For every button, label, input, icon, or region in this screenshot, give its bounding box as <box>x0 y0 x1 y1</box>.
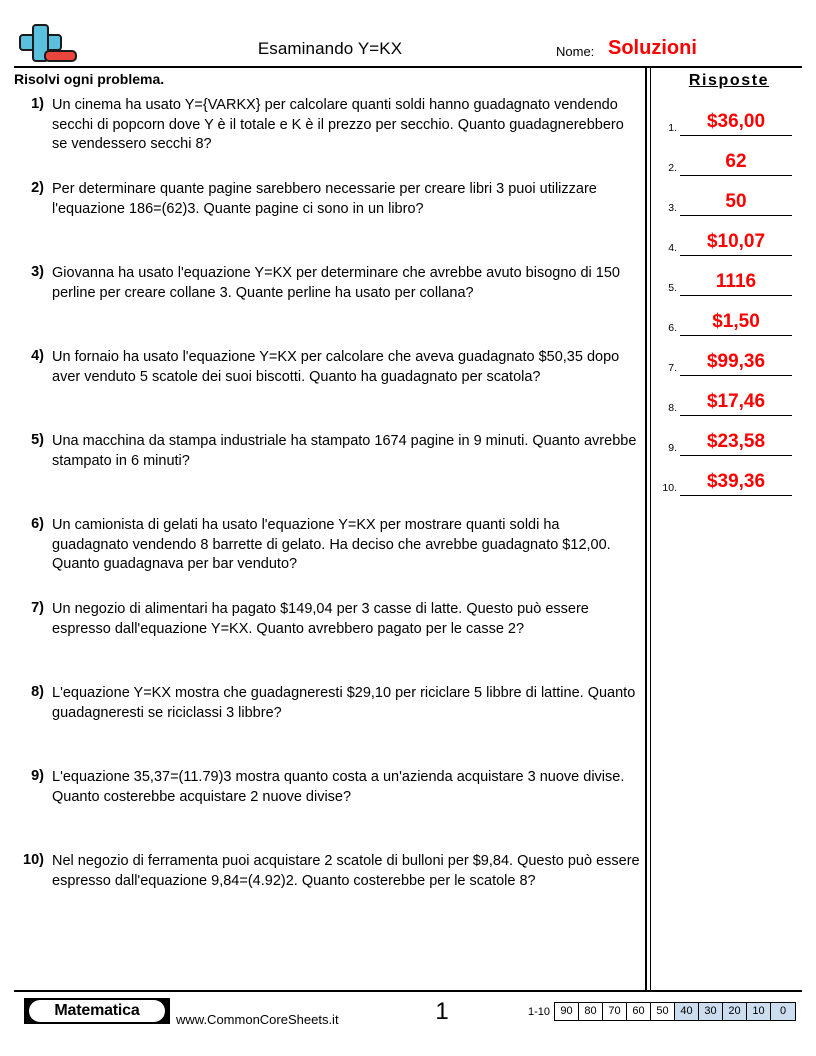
column-divider-outer <box>645 66 647 990</box>
answer-value: 62 <box>725 151 747 172</box>
problem-text: L'equazione Y=KX mostra che guadagneresti $29,10 per riciclare 5 libbre di lattine. Quanto guadagneresti se riciclassi 3 libbre? <box>52 685 636 721</box>
problem-number: 5) <box>31 432 44 448</box>
answer-number: 9. <box>668 442 677 454</box>
answer-row <box>655 176 803 216</box>
answer-rows <box>655 96 803 496</box>
problem-item <box>14 516 640 578</box>
score-cell: 40 <box>675 1003 699 1020</box>
score-cell: 30 <box>699 1003 723 1020</box>
answer-row <box>655 296 803 336</box>
plus-block-icon <box>14 24 82 66</box>
score-cell: 90 <box>555 1003 579 1020</box>
score-cell: 10 <box>747 1003 771 1020</box>
answer-number: 1. <box>668 122 677 134</box>
answer-number: 5. <box>668 282 677 294</box>
problem-text: Un fornaio ha usato l'equazione Y=KX per calcolare che aveva guadagnato $50,35 dopo aver venduto 5 scatole dei suoi biscotti. Quanto ha guadagnato per scatola? <box>52 349 620 385</box>
answer-number: 6. <box>668 322 677 334</box>
score-cell: 70 <box>603 1003 627 1020</box>
answer-number: 10. <box>662 482 677 494</box>
answer-number: 3. <box>668 202 677 214</box>
problem-number: 7) <box>31 600 44 616</box>
page-number: 1 <box>435 998 449 1025</box>
answer-key-column <box>655 68 803 496</box>
name-value: Soluzioni <box>608 37 697 59</box>
score-cell: 20 <box>723 1003 747 1020</box>
answer-value: $99,36 <box>706 351 766 372</box>
answer-number: 8. <box>668 402 677 414</box>
answer-value: $10,07 <box>706 231 766 252</box>
column-divider-inner <box>650 66 651 990</box>
problem-item <box>14 264 640 326</box>
problem-text: Un negozio di alimentari ha pagato $149,04 per 3 casse di latte. Questo può essere espresso dall'equazione Y=KX. Quanto avrebbero pagato per le casse 2? <box>52 601 589 637</box>
problem-text: L'equazione 35,37=(11.79)3 mostra quanto costa a un'azienda acquistare 3 nuove divise. Quanto costerebbe acquistare 2 nuove divise? <box>52 769 625 805</box>
answer-value: 50 <box>725 191 747 212</box>
problem-item <box>14 852 640 914</box>
page-title: Esaminando Y=KX <box>257 39 403 58</box>
problem-number: 1) <box>31 96 44 112</box>
answer-row <box>655 96 803 136</box>
answer-row <box>655 256 803 296</box>
answer-row <box>655 456 803 496</box>
problem-number: 9) <box>31 768 44 784</box>
answer-row <box>655 336 803 376</box>
answer-row <box>655 136 803 176</box>
score-range-label: 1-10 <box>528 1005 551 1018</box>
problem-item <box>14 768 640 830</box>
problem-item <box>14 180 640 242</box>
problem-text: Nel negozio di ferramenta puoi acquistare 2 scatole di bulloni per $9,84. Questo può essere espresso dall'equazione 9,84=(4.92)2. Quanto costerebbe per le scatole 8? <box>52 853 640 889</box>
answer-row <box>655 376 803 416</box>
problem-item <box>14 684 640 746</box>
problem-text: Per determinare quante pagine sarebbero necessarie per creare libri 3 puoi utilizzare l'equazione 186=(62)3. Quante pagine ci sono in un libro? <box>52 181 597 217</box>
answer-number: 4. <box>668 242 677 254</box>
problem-text: Una macchina da stampa industriale ha stampato 1674 pagine in 9 minuti. Quanto avrebbe stampato in 6 minuti? <box>52 433 637 469</box>
answer-value: $17,46 <box>706 391 766 412</box>
answer-value: $36,00 <box>706 111 766 132</box>
score-chart <box>528 1002 796 1021</box>
answer-row <box>655 416 803 456</box>
problem-text: Un cinema ha usato Y={VARKX} per calcolare quanti soldi hanno guadagnato vendendo secchi di popcorn dove Y è il totale e K è il prezzo per secchio. Quanto guadagnerebbero se vendessero secchi 8? <box>52 97 624 152</box>
answer-number: 2. <box>668 162 677 174</box>
answer-key-title: Risposte <box>688 72 770 89</box>
score-cell: 60 <box>627 1003 651 1020</box>
answer-row <box>655 216 803 256</box>
name-label: Nome: <box>556 44 595 59</box>
problem-number: 10) <box>23 852 44 868</box>
score-grid <box>554 1002 796 1021</box>
score-cell: 0 <box>771 1003 795 1020</box>
answer-value: $23,58 <box>706 431 766 452</box>
answer-value: 1116 <box>715 271 757 292</box>
problem-number: 8) <box>31 684 44 700</box>
problem-text: Un camionista di gelati ha usato l'equazione Y=KX per mostrare quanti soldi ha guadagnato vendendo 8 barrette di gelato. Ha deciso che avrebbe guadagnato $12,00. Quanto guadagnava per bar venduto? <box>52 517 611 572</box>
problem-number: 2) <box>31 180 44 196</box>
problem-number: 6) <box>31 516 44 532</box>
score-cell: 80 <box>579 1003 603 1020</box>
answer-value: $1,50 <box>712 311 760 332</box>
score-cell: 50 <box>651 1003 675 1020</box>
problem-list <box>14 96 640 936</box>
footer-divider <box>14 990 802 992</box>
brand-logo <box>24 998 170 1024</box>
problem-item <box>14 600 640 662</box>
problem-item <box>14 432 640 494</box>
brand-logo-label: Matematica <box>29 1000 165 1022</box>
answer-value: $39,36 <box>706 471 766 492</box>
problem-number: 4) <box>31 348 44 364</box>
problem-number: 3) <box>31 264 44 280</box>
problem-item <box>14 96 640 158</box>
page-header <box>0 0 816 68</box>
instruction-text: Risolvi ogni problema. <box>14 71 165 87</box>
answer-number: 7. <box>668 362 677 374</box>
problem-text: Giovanna ha usato l'equazione Y=KX per determinare che avrebbe avuto bisogno di 150 perline per creare collane 3. Quante perline ha usato per collana? <box>52 265 620 301</box>
problem-item <box>14 348 640 410</box>
website-url: www.CommonCoreSheets.it <box>176 1012 339 1027</box>
